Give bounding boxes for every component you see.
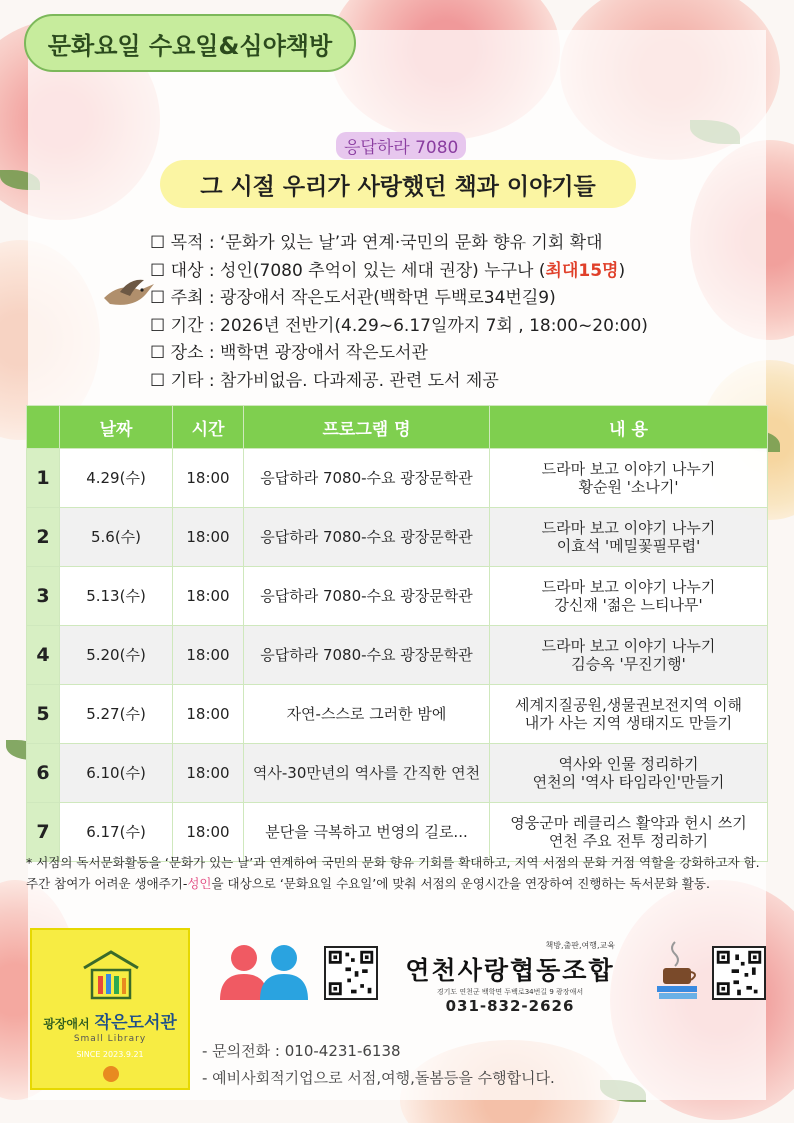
coop-phone: 031-832-2626 bbox=[445, 997, 575, 1015]
row-date: 5.20(수) bbox=[60, 626, 173, 685]
bird-icon bbox=[100, 276, 156, 312]
schedule-table bbox=[26, 405, 768, 862]
row-number: 3 bbox=[27, 567, 60, 626]
row-content bbox=[490, 744, 768, 803]
row-date: 5.6(수) bbox=[60, 508, 173, 567]
row-program: 응답하라 7080-수요 광장문학관 bbox=[244, 567, 490, 626]
info-host: ☐ 주최 : 광장애서 작은도서관(백학면 두백로34번길9) bbox=[150, 288, 556, 308]
coop-tagline: 책방,출판,여행,교육 bbox=[545, 941, 615, 950]
contact-phone: - 문의전화 : 010-4231-6138 bbox=[202, 1042, 401, 1060]
footnote: * 서점의 독서문화활동을 ‘문화가 있는 날’과 연계하여 국민의 문화 향유 기회를 확대하고, 지역 서점의 문화 거점 역할을 강화하고자 함. 주간 참여가 어려운 생애주기-성인을 대상으로 ‘문화요일 수요일’에 맞춰 서점의 운영시간을 연장하여 진행하는 독서문화 활동. bbox=[26, 855, 760, 891]
library-logo bbox=[30, 928, 190, 1090]
table-row bbox=[27, 626, 768, 685]
coffee-books-icon bbox=[655, 938, 703, 1004]
table-row bbox=[27, 508, 768, 567]
event-badge: 문화요일 수요일&심야책방 bbox=[24, 14, 356, 72]
row-content-line2: 김승옥 '무진기행' bbox=[571, 655, 686, 673]
coop-name: 연천사랑협동조합 bbox=[405, 956, 615, 985]
row-program: 역사-30만년의 역사를 간직한 연천 bbox=[244, 744, 490, 803]
row-content-line2: 이효석 '메밀꽃필무렵' bbox=[556, 537, 701, 555]
row-content-line1: 영웅군마 레클리스 활약과 헌시 쓰기 bbox=[510, 814, 747, 832]
row-content-line2: 황순원 '소나기' bbox=[578, 478, 679, 496]
row-date: 5.27(수) bbox=[60, 685, 173, 744]
info-purpose: ☐ 목적 : ‘문화가 있는 날’과 연계·국민의 문화 향유 기회 확대 bbox=[150, 233, 603, 253]
table-row bbox=[27, 449, 768, 508]
event-title: 그 시절 우리가 사랑했던 책과 이야기들 bbox=[160, 160, 636, 208]
logo-text-4: SINCE 2023.9.21 bbox=[76, 1050, 144, 1059]
row-content bbox=[490, 508, 768, 567]
row-program: 응답하라 7080-수요 광장문학관 bbox=[244, 508, 490, 567]
row-content-line1: 드라마 보고 이야기 나누기 bbox=[541, 460, 716, 478]
row-content-line1: 드라마 보고 이야기 나누기 bbox=[541, 519, 716, 537]
row-content bbox=[490, 567, 768, 626]
logo-text-2: 작은도서관 bbox=[94, 1013, 177, 1033]
table-row bbox=[27, 567, 768, 626]
row-content-line2: 연천 주요 전투 정리하기 bbox=[548, 832, 709, 850]
row-content-line1: 세계지질공원,생물권보전지역 이해 bbox=[515, 696, 742, 714]
row-date: 4.29(수) bbox=[60, 449, 173, 508]
table-row bbox=[27, 685, 768, 744]
table-header-row bbox=[27, 406, 768, 449]
event-info bbox=[150, 230, 648, 395]
row-number: 6 bbox=[27, 744, 60, 803]
logo-text-3: Small Library bbox=[73, 1034, 147, 1044]
col-no bbox=[27, 406, 60, 449]
row-content-line1: 역사와 인물 정리하기 bbox=[558, 755, 699, 773]
row-program: 응답하라 7080-수요 광장문학관 bbox=[244, 449, 490, 508]
cooperative-logo bbox=[405, 940, 615, 1015]
col-time: 시간 bbox=[173, 406, 244, 449]
table-row bbox=[27, 744, 768, 803]
row-content bbox=[490, 626, 768, 685]
info-place: ☐ 장소 : 백학면 광장애서 작은도서관 bbox=[150, 343, 428, 363]
row-time: 18:00 bbox=[173, 626, 244, 685]
row-number: 5 bbox=[27, 685, 60, 744]
info-etc: ☐ 기타 : 참가비없음. 다과제공. 관련 도서 제공 bbox=[150, 370, 499, 391]
footnote-highlight: 성인 bbox=[187, 876, 212, 891]
info-period: ☐ 기간 : 2026년 전반기(4.29~6.17일까지 7회 , 18:00~20:00) bbox=[150, 315, 648, 336]
event-subtitle: 응답하라 7080 bbox=[336, 132, 466, 159]
row-date: 6.17(수) bbox=[60, 803, 173, 862]
row-number: 2 bbox=[27, 508, 60, 567]
qr-code-icon bbox=[324, 946, 378, 1000]
row-program: 자연-스스로 그러한 밤에 bbox=[244, 685, 490, 744]
row-time: 18:00 bbox=[173, 567, 244, 626]
row-content-line1: 드라마 보고 이야기 나누기 bbox=[541, 637, 716, 655]
logo-mascot-icon bbox=[103, 1066, 119, 1082]
contact-info bbox=[202, 1038, 555, 1092]
row-program: 응답하라 7080-수요 광장문학관 bbox=[244, 626, 490, 685]
row-number: 4 bbox=[27, 626, 60, 685]
row-date: 5.13(수) bbox=[60, 567, 173, 626]
people-icon bbox=[214, 942, 314, 1002]
coop-address: 경기도 연천군 백학면 두백로34번길 9 광장애서 bbox=[436, 988, 584, 996]
row-content-line1: 드라마 보고 이야기 나누기 bbox=[541, 578, 716, 596]
col-program: 프로그램 명 bbox=[244, 406, 490, 449]
row-time: 18:00 bbox=[173, 744, 244, 803]
row-time: 18:00 bbox=[173, 685, 244, 744]
row-content bbox=[490, 685, 768, 744]
row-content-line2: 강신재 '젊은 느티나무' bbox=[554, 596, 703, 614]
row-content-line2: 연천의 '역사 타임라인'만들기 bbox=[532, 773, 725, 791]
qr-code-icon bbox=[712, 946, 766, 1000]
contact-description: - 예비사회적기업으로 서점,여행,돌봄등을 수행합니다. bbox=[202, 1069, 555, 1087]
row-date: 6.10(수) bbox=[60, 744, 173, 803]
row-content-line2: 내가 사는 지역 생태지도 만들기 bbox=[524, 714, 733, 732]
row-program: 분단을 극복하고 번영의 길로... bbox=[244, 803, 490, 862]
col-date: 날짜 bbox=[60, 406, 173, 449]
row-time: 18:00 bbox=[173, 508, 244, 567]
row-time: 18:00 bbox=[173, 803, 244, 862]
library-house-icon bbox=[80, 948, 142, 1002]
info-target: ☐ 대상 : 성인(7080 추억이 있는 세대 권장) 누구나 (최대15명) bbox=[150, 260, 626, 281]
row-number: 7 bbox=[27, 803, 60, 862]
row-time: 18:00 bbox=[173, 449, 244, 508]
max-capacity: 최대15명 bbox=[545, 260, 619, 281]
row-number: 1 bbox=[27, 449, 60, 508]
col-content: 내 용 bbox=[490, 406, 768, 449]
logo-text-1: 광장애서 bbox=[43, 1017, 90, 1031]
row-content bbox=[490, 449, 768, 508]
